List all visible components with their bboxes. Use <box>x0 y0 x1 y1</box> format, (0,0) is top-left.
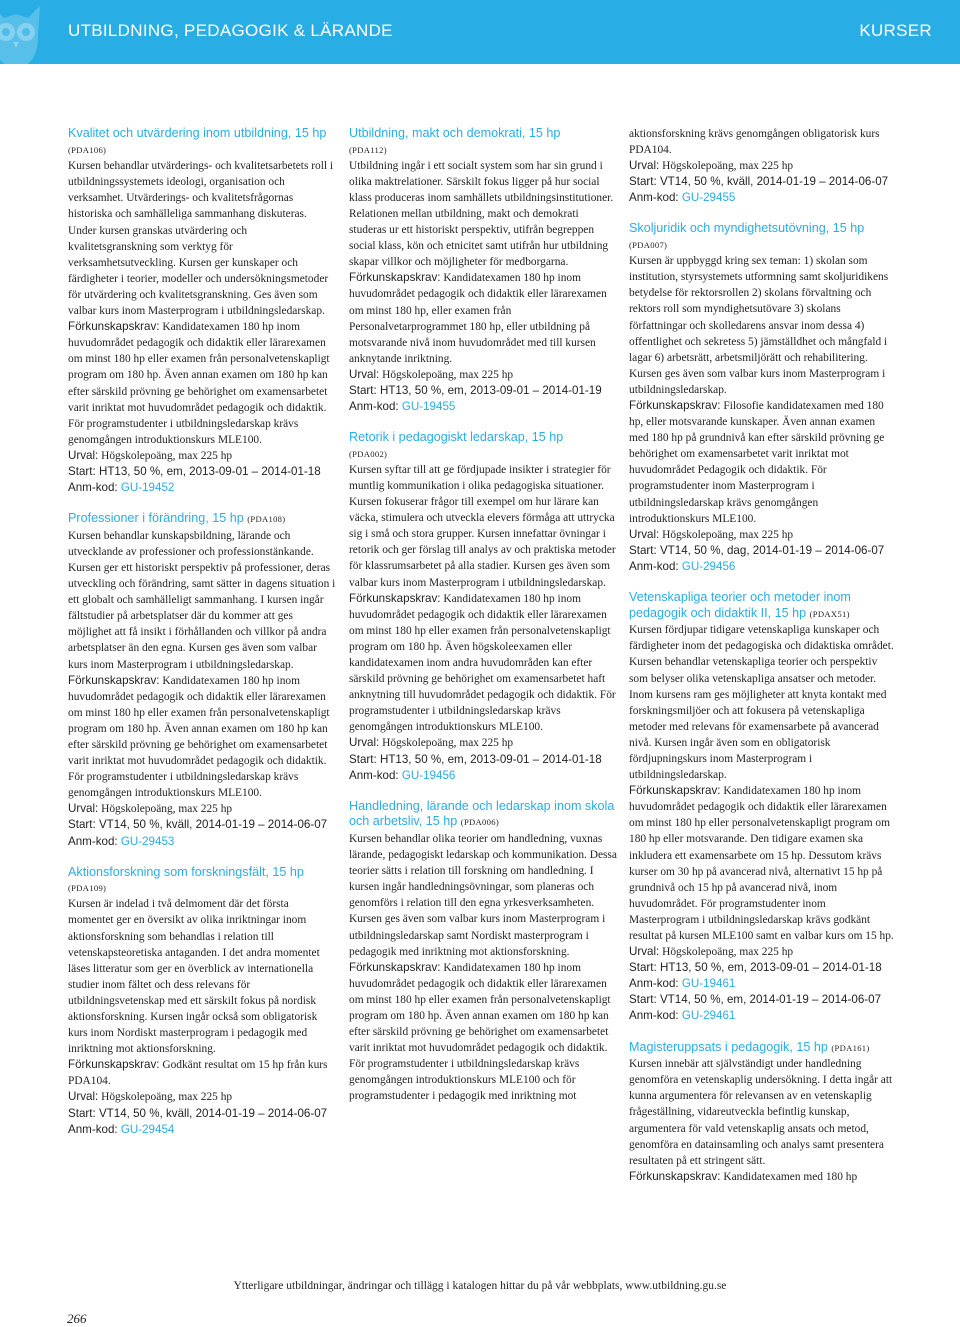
course-title: Magisteruppsats i pedagogik, 15 hp (PDA161) <box>629 1039 870 1054</box>
course-selection: Urval: Högskolepoäng, max 225 hp <box>349 367 514 381</box>
course-prerequisites: Förkunskapskrav: Kandidatexamen med 180 hp <box>629 1169 858 1183</box>
course-title: Kvalitet och utvärdering inom utbildning, 15 hp (PDA106) <box>68 126 327 155</box>
course-prerequisites: Förkunskapskrav: Kandidatexamen 180 hp inom huvudområdet pedagogik och didaktik eller lärarexamen om minst 180 hp eller examen från personalvetenskapligt program om 180 hp. Även annan examen om 180 hp kan efter särskild prövning ge behörighet om examensarbetet varit inriktat mot huvudområdet pedagogik och didaktik. För programstudenter i utbildningsledarskap krävs genomgången introduktionskurs MLE100. <box>68 673 330 800</box>
course-selection: Urval: Högskolepoäng, max 225 hp <box>349 736 514 750</box>
course-title: Retorik i pedagogiskt ledarskap, 15 hp <box>349 430 564 445</box>
course-title: Professioner i förändring, 15 hp (PDA108) <box>68 511 286 526</box>
course-description: Kursen är indelad i två delmoment där det första momentet ger en översikt av olika inriktningar inom aktionsforskning som behandlas i relation till vetenskapsteoretiska antaganden. I det andra momentet läses litteratur som ger en överblick av internationella studier inom fältet och dess relevans för utbildningsvetenskap med ett särskilt fokus på nordisk aktionsforskning. Kursen ingår också som obligatorisk kurs inom Nordiskt masterprogram i pedagogik med inriktning mot aktionsforskning. <box>68 898 320 1056</box>
course-start: Start: HT13, 50 %, em, 2013-09-01 – 2014-01-18 <box>629 961 882 975</box>
course-application-code: Anm-kod: GU-19452 <box>68 481 175 495</box>
course-code: (PDAX51) <box>809 608 850 619</box>
course-description: Kursen är uppbyggd kring sex teman: 1) skolan som institution, styrsystemets utformning samt skoljuridikens betydelse för rektorsrollen 2) skolans förvaltning och rektors roll som myndighetsutövare 3) skolans författningar och skolledarens ansvar inom dessa 4) offentlighet och sekretess 5) jämställdhet och mångfald i lagar 6) arbetsrätt, arbetsmiljörätt och rehabilitering. Kursen ges även som valbar kurs inom Masterprogram i utbildningsledarskap. <box>629 255 889 396</box>
course-title: Utbildning, makt och demokrati, 15 hp <box>349 126 561 140</box>
course-description: Utbildning ingår i ett socialt system som har sin grund i olika maktrelationer. Särskilt fokus ligger på hur social klass produceras inom samhällets utbildningsinstitutioner. Relationen mellan utbildning, makt och demokrati studeras ur ett historiskt perspektiv, utifrån begreppen social klass, kön och etnicitet samt utifrån hur utbildning skapar villkor och möjligheter för medborgarna. <box>349 159 614 269</box>
course-prerequisites: Förkunskapskrav: Kandidatexamen 180 hp inom huvudområdet pedagogik och didaktik eller lärarexamen om minst 180 hp eller examen från personalvetenskapligt program om 180 hp. Även annan examen om 180 hp kan efter särskild prövning ge behörighet om examensarbetet varit inriktat mot huvudområdet pedagogik och didaktik. För programstudenter i utbildningsledarskap krävs genomgången introduktionskurs MLE100 och för programstudenter i pedagogik med inriktning mot <box>349 960 611 1103</box>
course-code: (PDA108) <box>247 514 286 525</box>
course-start: Start: HT13, 50 %, em, 2013-09-01 – 2014-01-19 <box>349 384 602 397</box>
course-title: Skoljuridik och myndighetsutövning, 15 hp <box>629 221 865 236</box>
course-start: Start: VT14, 50 %, kväll, 2014-01-19 – 2014-06-07 <box>68 1106 328 1120</box>
course-application-code: Anm-kod: GU-19456 <box>349 768 456 782</box>
course-description: Kursen fördjupar tidigare vetenskapliga kunskaper och färdigheter inom det pedagogiska och didaktiska området. Kursen behandlar vetenskapliga teorier och perspektiv som belyser olika vetenskapliga ansatser och metoder. Inom kursens ram ges möjligheter att knyta kontakt med forskningsmiljöer och att fokusera på vetenskapliga metoder med relevans för examensarbete på avancerad nivå. Kursen ingår även som en obligatorisk fördjupningskurs inom Masterprogram i utbildningsledarskap. <box>629 624 894 782</box>
header-section-title: UTBILDNING, PEDAGOGIK & LÄRANDE <box>68 21 393 40</box>
course-title: Aktionsforskning som forskningsfält, 15 hp <box>68 864 304 879</box>
course-code: (PDA002) <box>349 448 388 459</box>
course-code: (PDA161) <box>831 1042 870 1053</box>
page-number: 266 <box>67 1311 87 1326</box>
course-prerequisites: Förkunskapskrav: Kandidatexamen 180 hp inom huvudområdet pedagogik och didaktik eller lärarexamen om minst 180 hp eller examen från personalvetenskapligt program om 180 hp. Även högskoleexamen eller kandidatexamen inom andra huvudområden kan efter särskild prövning ge behörighet om examensarbetet haft anknytning till huvudområdet pedagogik och didaktik. För programstudenter i utbildningsledarskap krävs genomgången introduktionskurs MLE100. <box>349 591 616 734</box>
course-selection: Urval: Högskolepoäng, max 225 hp <box>629 527 794 541</box>
course-description: Kursen behandlar olika teorier om handledning, vuxnas lärande, pedagogiskt ledarskap och kommunikation. Dessa teorier sätts i relation till forskning om handledning. I kursen ingår handledningsövningar, som planeras och genomförs i relation till den egna yrkesverksamheten. Kursen ges även som valbar kurs inom Masterprogram i utbildningsledarskap samt Nordiskt masterprogram i pedagogik med inriktning mot aktionsforskning. <box>349 832 617 958</box>
course-title: Vetenskapliga teorier och metoder inom pedagogik och didaktik II, 15 hp (PDAX51) <box>629 590 851 620</box>
course-code: (PDA109) <box>68 883 107 894</box>
course-selection: Urval: Högskolepoäng, max 225 hp <box>629 945 794 959</box>
course-prerequisites: Förkunskapskrav: Godkänt resultat om 15 hp från kurs PDA104. <box>68 1058 328 1088</box>
course-application-code: Anm-kod: GU-29453 <box>68 834 175 848</box>
course-prerequisites: Förkunskapskrav: Kandidatexamen 180 hp inom huvudområdet pedagogik och didaktik eller lärarexamen om minst 180 hp eller examen från personalvetenskapligt program om 180 hp. Även annan examen om 180 hp kan efter särskild prövning ge behörighet om examensarbetet varit inriktat mot huvudområdet pedagogik och didaktik. För programstudenter i utbildningsledarskap krävs genomgången introduktionskurs MLE100. <box>68 320 330 446</box>
course-start: Start: VT14, 50 %, kväll, 2014-01-19 – 2014-06-07 <box>629 175 889 189</box>
course-prerequisites: Förkunskapskrav: Kandidatexamen 180 hp inom huvudområdet pedagogik och didaktik eller lärarexamen om minst 180 hp eller personalvetenskapligt program om 180 hp eller motsvarande. Den tidigare examen ska inkludera ett examensarbete om 15 hp. Dessutom krävs kurser om 30 hp på avancerad nivå, alternativt 15 hp på grundnivå och 15 hp på avancerad nivå, inom huvudområdet. För programstudenter inom Masterprogram i utbildningsledarskap krävs godkänt resultat på kursen MLE100 samt en valbar kurs om 15 hp. <box>629 784 894 942</box>
footer-note: Ytterligare utbildningar, ändringar och tillägg i katalogen hittar du på vår webbplats, www.utbildning.gu.se <box>233 1280 727 1292</box>
course-selection: Urval: Högskolepoäng, max 225 hp <box>68 802 233 816</box>
course-prerequisites-continued: aktionsforskning krävs genomgången obligatorisk kurs PDA104. <box>629 128 880 157</box>
column-right <box>629 126 897 1185</box>
course-application-code: Anm-kod: GU-29454 <box>68 1122 175 1136</box>
course-description: Kursen innebär att självständigt under handledning genomföra en vetenskaplig undersökning. I detta ingår att kunna argumentera för relevansen av en vetenskaplig frågeställning, vidareutveckla befintlig kunskap, argumentera för vald vetenskaplig ansats och metod, genomföra en datainsamling och analys samt presentera resultaten på ett stringent sätt. <box>629 1058 893 1167</box>
course-start: Start: HT13, 50 %, em, 2013-09-01 – 2014-01-18 <box>68 464 321 478</box>
owl-logo-icon <box>0 0 46 64</box>
course-code: (PDA006) <box>460 817 499 828</box>
course-start: Start: VT14, 50 %, dag, 2014-01-19 – 2014-06-07 <box>629 543 885 557</box>
course-prerequisites: Förkunskapskrav: Kandidatexamen 180 hp inom huvudområdet pedagogik och didaktik eller lärarexamen om minst 180 hp, eller examen från Personalvetarprogrammet 180 hp, eller utbildning på motsvarande nivå inom huvudområdet med till kursen anknytande inriktning. <box>349 271 607 365</box>
column-middle <box>349 126 617 1105</box>
course-selection: Urval: Högskolepoäng, max 225 hp <box>629 159 794 173</box>
course-selection: Urval: Högskolepoäng, max 225 hp <box>68 1090 233 1104</box>
page-header <box>0 0 960 64</box>
column-left <box>68 126 336 1138</box>
course-code: (PDA106) <box>68 144 107 155</box>
course-start: Start: VT14, 50 %, kväll, 2014-01-19 – 2014-06-07 <box>68 818 328 832</box>
course-application-code: Anm-kod: GU-29455 <box>629 191 736 205</box>
course-start: Start: VT14, 50 %, em, 2014-01-19 – 2014-06-07 <box>629 993 882 1007</box>
course-application-code: Anm-kod: GU-19461 <box>629 977 736 991</box>
course-start: Start: HT13, 50 %, em, 2013-09-01 – 2014-01-18 <box>349 752 602 766</box>
course-description: Kursen behandlar kunskapsbildning, lärande och utvecklande av professioner och professionstänkande. Kursen ger ett historiskt perspektiv på professioner, deras utveckling och förändring, samt sätter in dagens situation i ett globalt och samhälleligt sammanhang. I kursen ingår fältstudier på arbetsplatser där du kommer att ges möjlighet att få insikt i förhållanden och villkor på andra arbetsplatser än den egna. Kursen ges även som valbar kurs inom Masterprogram i utbildningsledarskap. <box>68 529 336 671</box>
course-code: (PDA112) <box>349 144 387 155</box>
course-selection: Urval: Högskolepoäng, max 225 hp <box>68 448 233 462</box>
course-description: Kursen syftar till att ge fördjupade insikter i strategier för muntlig kommunikation i olika pedagogiska situationer. Kursen fokuserar frågor till exempel om hur lärare kan väcka, stimulera och utveckla elevers förmåga att uttrycka sig i små och stora grupper. Kursen innefattar övningar i retorik och ger förslag till analys av och praktiska metoder för klassrumsarbetet på alla stadier. Kursen ges även som valbar kurs inom Masterprogram i utbildningsledarskap. <box>349 463 616 589</box>
header-category: KURSER <box>859 21 932 40</box>
course-title: Handledning, lärande och ledarskap inom skola och arbetsliv, 15 hp (PDA006) <box>349 798 615 829</box>
course-application-code: Anm-kod: GU-29456 <box>629 559 736 573</box>
course-description: Kursen behandlar utvärderings- och kvalitetsarbetets roll i utbildningssystemets ideologi, organisation och verksamhet. Utvärderings- och kvalitetsfrågornas historiska och samhälleliga sammanhang diskuteras. Under kursen granskas utvärdering och kvalitetsgranskning som verktyg för verksamhetsutveckling. Kursen ger kunskaper och färdigheter i teorier, modeller och undersökningsmetoder för utvärdering och kvalitetsgranskning. Ges även som valbar kurs inom Masterprogram i utbildningsledarskap. <box>68 160 334 318</box>
course-application-code: Anm-kod: GU-29461 <box>629 1009 736 1023</box>
course-application-code: Anm-kod: GU-19455 <box>349 400 456 414</box>
course-code: (PDA007) <box>629 240 668 251</box>
course-prerequisites: Förkunskapskrav: Filosofie kandidatexamen med 180 hp, eller motsvarande kunskaper. Även annan examen med 180 hp på grundnivå kan efter särskild prövning ge behörighet om examensarbetet varit inriktat mot huvudområdet Pedagogik och didaktik. För programstudenter inom Masterprogram i utbildningsledarskap krävs genomgången introduktionskurs MLE100. <box>629 399 885 525</box>
